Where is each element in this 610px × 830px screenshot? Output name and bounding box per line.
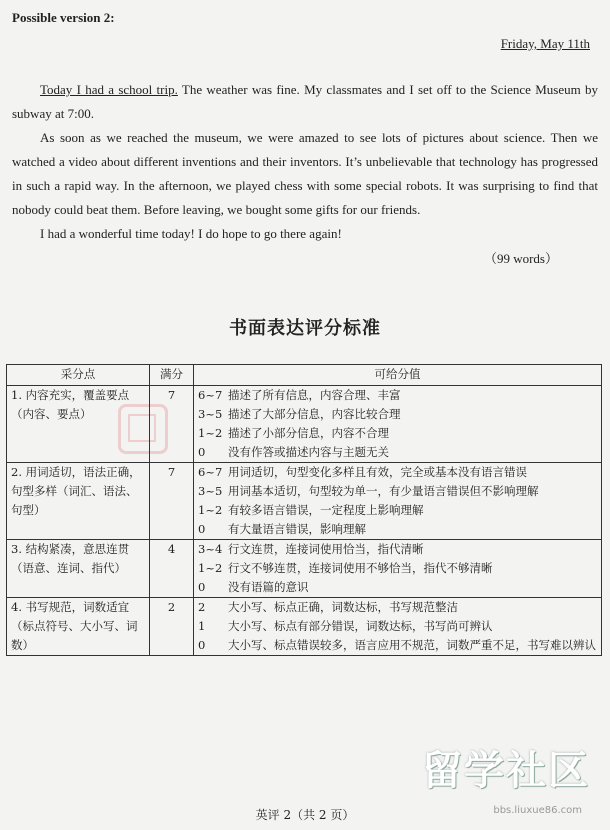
score-level-description: 描述了所有信息，内容合理、丰富 — [228, 388, 401, 402]
essay-paragraph-1-rest: The weather was fine. My classmates and I set off to the Science Museum by subway at 7:00. — [12, 82, 598, 121]
score-level — [198, 501, 597, 520]
score-level-description: 行文连贯，连接词使用恰当，指代清晰 — [228, 542, 424, 556]
score-level — [198, 424, 597, 443]
rubric-scoring-point: 4. 书写规范，词数适宜（标点符号、大小写、词数） — [7, 598, 150, 656]
score-level — [198, 578, 597, 597]
score-level-description: 没有语篇的意识 — [228, 580, 309, 594]
score-level-value: 1~2 — [198, 503, 223, 517]
score-level — [198, 636, 597, 655]
score-level — [198, 443, 597, 462]
essay-paragraph-3: I had a wonderful time today! I do hope to go there again! — [40, 226, 342, 241]
score-level-description: 行文不够连贯，连接词使用不够恰当，指代不够清晰 — [228, 561, 493, 575]
score-level-value: 1 — [198, 619, 206, 633]
score-level — [198, 405, 597, 424]
rubric-full-marks: 7 — [150, 463, 194, 540]
score-level-value: 6~7 — [198, 465, 223, 479]
header-scoring-point: 采分点 — [7, 365, 150, 386]
version-heading: Possible version 2: — [12, 10, 115, 25]
score-level-value: 6~7 — [198, 388, 223, 402]
rubric-score-levels — [194, 540, 602, 598]
rubric-full-marks: 7 — [150, 386, 194, 463]
score-level — [198, 463, 597, 482]
rubric-full-marks: 4 — [150, 540, 194, 598]
score-level-description: 大小写、标点错误较多，语言应用不规范，词数严重不足，书写难以辨认 — [228, 638, 596, 652]
score-level-value: 0 — [198, 580, 206, 594]
score-level-value: 3~5 — [198, 484, 223, 498]
rubric-score-levels — [194, 598, 602, 656]
score-level-description: 大小写、标点正确，词数达标，书写规范整洁 — [228, 600, 458, 614]
page-footer: 英评 2（共 2 页） — [255, 808, 355, 822]
essay-paragraph-2: As soon as we reached the museum, we were amazed to see lots of pictures about science. Then we watched a video about different inventions and their inventors. It’s unbelievable that technology has progressed in such a rapid way. In the afternoon, we played chess with some special robots. It was surprising to find that nobody could beat them. Before leaving, we bought some gifts for our friends. — [12, 130, 598, 217]
rubric-row — [7, 463, 602, 540]
score-level — [198, 482, 597, 501]
rubric-score-levels — [194, 463, 602, 540]
rubric-full-marks: 2 — [150, 598, 194, 656]
score-level-description: 用词基本适切，句型较为单一，有少量语言错误但不影响理解 — [228, 484, 539, 498]
score-level — [198, 598, 597, 617]
rubric-score-levels — [194, 386, 602, 463]
score-level — [198, 617, 597, 636]
sample-essay — [12, 78, 598, 246]
score-level-value: 3~4 — [198, 542, 223, 556]
header-full-marks: 满分 — [150, 365, 194, 386]
score-level-description: 有较多语言错误，一定程度上影响理解 — [228, 503, 424, 517]
score-level — [198, 386, 597, 405]
score-level — [198, 520, 597, 539]
score-level-description: 没有作答或描述内容与主题无关 — [228, 445, 389, 459]
site-logo: 留学社区 — [422, 748, 590, 794]
score-level-description: 大小写、标点有部分错误，词数达标，书写尚可辨认 — [228, 619, 493, 633]
rubric-row — [7, 540, 602, 598]
score-level-value: 1~2 — [198, 426, 223, 440]
site-logo-url: bbs.liuxue86.com — [493, 805, 582, 816]
score-level-value: 1~2 — [198, 561, 223, 575]
rubric-row — [7, 386, 602, 463]
score-level — [198, 540, 597, 559]
rubric-row — [7, 598, 602, 656]
essay-opening-sentence: Today I had a school trip. — [40, 82, 178, 97]
score-level-value: 3~5 — [198, 407, 223, 421]
score-level-value: 0 — [198, 445, 206, 459]
rubric-table — [6, 364, 602, 656]
rubric-scoring-point: 2. 用词适切，语法正确，句型多样（词汇、语法、句型） — [7, 463, 150, 540]
rubric-header-row — [7, 365, 602, 386]
essay-paragraph-1 — [12, 78, 598, 126]
score-level-value: 0 — [198, 522, 206, 536]
rubric-body — [7, 386, 602, 656]
score-level — [198, 559, 597, 578]
word-count: （99 words） — [483, 251, 558, 266]
score-level-description: 有大量语言错误，影响理解 — [228, 522, 366, 536]
score-level-value: 0 — [198, 638, 206, 652]
score-level-description: 描述了小部分信息，内容不合理 — [228, 426, 389, 440]
rubric-scoring-point: 1. 内容充实，覆盖要点（内容、要点） — [7, 386, 150, 463]
score-level-description: 描述了大部分信息，内容比较合理 — [228, 407, 401, 421]
essay-date: Friday, May 11th — [500, 36, 590, 51]
header-score-range: 可给分值 — [194, 365, 602, 386]
score-level-value: 2 — [198, 600, 206, 614]
score-level-description: 用词适切，句型变化多样且有效，完全或基本没有语言错误 — [228, 465, 527, 479]
rubric-title: 书面表达评分标准 — [229, 318, 381, 339]
rubric-scoring-point: 3. 结构紧凑，意思连贯（语意、连词、指代） — [7, 540, 150, 598]
